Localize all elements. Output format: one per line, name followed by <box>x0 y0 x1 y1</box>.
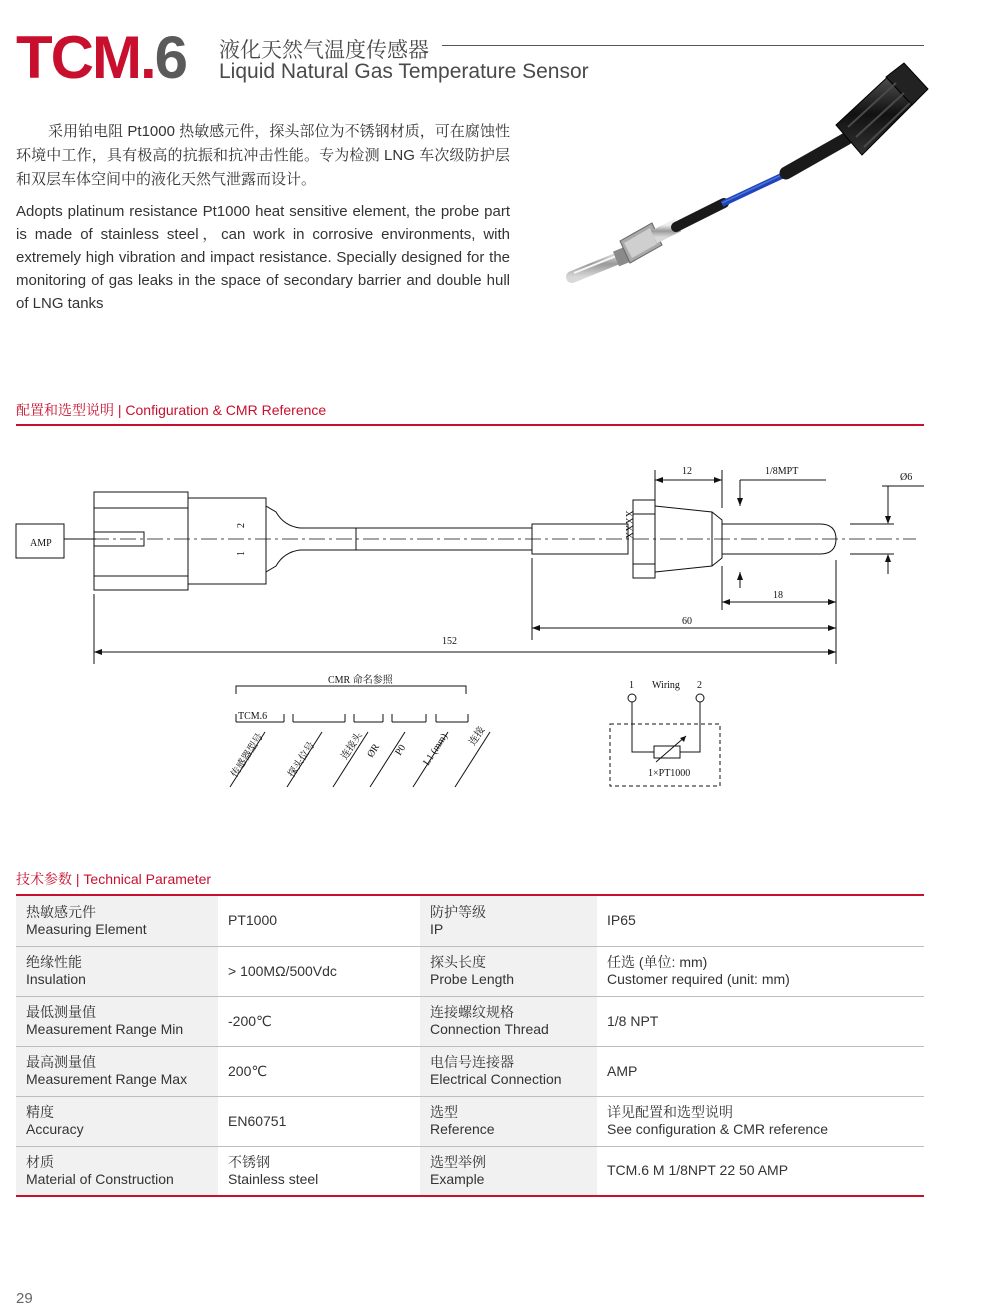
spec-value-line: > 100MΩ/500Vdc <box>228 962 337 979</box>
spec-value <box>218 996 420 1046</box>
cmr-label-l1: L1 (mm) <box>421 731 451 768</box>
spec-value <box>597 1146 924 1196</box>
spec-label-en: Electrical Connection <box>430 1071 562 1087</box>
spec-label-en: Measurement Range Min <box>26 1021 184 1037</box>
spec-value-line: TCM.6 M 1/8NPT 22 50 AMP <box>607 1162 789 1179</box>
spec-label-en: Example <box>430 1170 485 1187</box>
dim-60: 60 <box>682 616 692 627</box>
table-row <box>16 1146 924 1196</box>
wiring-element: 1×PT1000 <box>648 768 691 779</box>
title-english: Liquid Natural Gas Temperature Sensor <box>219 60 589 83</box>
spec-value-line: 任选 (单位: mm) <box>607 954 708 970</box>
spec-label <box>420 1096 597 1146</box>
tech-section-title: 技术参数 | Technical Parameter <box>16 871 212 887</box>
spec-value <box>218 1146 420 1196</box>
dim-152: 152 <box>442 636 457 647</box>
spec-label-en: Accuracy <box>26 1121 84 1137</box>
sensor-product-photo <box>556 55 936 295</box>
cmr-title: CMR 命名参照 <box>328 675 393 686</box>
spec-label <box>16 946 218 996</box>
spec-label <box>420 1046 597 1096</box>
nut-marking: XXXX <box>625 510 636 539</box>
table-row <box>16 946 924 996</box>
cmr-label-p0: P0 <box>393 742 409 758</box>
amp-label: AMP <box>30 538 52 549</box>
spec-label-cn: 绝缘性能 <box>26 954 82 970</box>
spec-label-cn: 材质 <box>26 1153 54 1170</box>
spec-value-line: -200℃ <box>228 1012 272 1029</box>
spec-label-cn: 连接螺纹规格 <box>430 1004 514 1020</box>
spec-label-cn: 电信号连接器 <box>430 1054 514 1070</box>
spec-label-cn: 选型 <box>430 1104 458 1120</box>
spec-label-en: Insulation <box>26 971 86 987</box>
spec-value-line: 200℃ <box>228 1062 268 1079</box>
title-chinese: 液化天然气温度传感器 <box>219 39 429 62</box>
wiring-pin-2: 2 <box>697 680 702 691</box>
config-section-title: 配置和选型说明 | Configuration & CMR Reference <box>16 402 327 418</box>
cmr-label-connect: 连接 <box>467 724 488 748</box>
spec-label-cn: 热敏感元件 <box>26 903 96 920</box>
spec-label <box>420 896 597 946</box>
cmr-label-probe-tag: 探头位号 <box>286 740 318 780</box>
spec-label <box>16 1046 218 1096</box>
spec-label-en: Material of Construction <box>26 1170 174 1187</box>
dim-18: 18 <box>773 590 783 601</box>
wiring-label: Wiring <box>652 680 680 691</box>
product-code <box>16 26 186 90</box>
wiring-pin-1: 1 <box>629 680 634 691</box>
spec-value-line: PT1000 <box>228 912 278 929</box>
cmr-label-model: 传感器型号 <box>229 731 266 780</box>
spec-label <box>16 996 218 1046</box>
spec-value <box>597 896 924 946</box>
dim-12: 12 <box>682 466 692 477</box>
cmr-label-or: ØR <box>365 741 383 760</box>
product-code-number: 6 <box>154 24 187 91</box>
spec-value <box>218 1096 420 1146</box>
spec-label <box>16 1146 218 1196</box>
spec-value-line: EN60751 <box>228 1112 287 1129</box>
spec-label-en: Connection Thread <box>430 1021 549 1037</box>
table-row <box>16 1046 924 1096</box>
dim-diameter: Ø6 <box>900 472 913 483</box>
pin-1-label: 1 <box>236 551 247 556</box>
spec-value-line: AMP <box>607 1062 638 1079</box>
dim-thread: 1/8MPT <box>765 466 799 477</box>
spec-value <box>218 946 420 996</box>
header-rule <box>442 45 924 46</box>
spec-value-line: 1/8 NPT <box>607 1012 659 1029</box>
spec-label-en: Measuring Element <box>26 920 147 937</box>
spec-value-line: Stainless steel <box>228 1170 319 1187</box>
cmr-label-connector: 连接头 <box>339 730 365 762</box>
spec-value-line: 不锈钢 <box>228 1153 270 1170</box>
config-section-rule <box>16 424 924 426</box>
spec-label-cn: 最高测量值 <box>26 1054 96 1070</box>
pin-2-label: 2 <box>236 523 247 528</box>
spec-label-en: Probe Length <box>430 971 515 987</box>
spec-value-line: 详见配置和选型说明 <box>607 1104 733 1120</box>
spec-label-en: Reference <box>430 1121 495 1137</box>
spec-value <box>597 996 924 1046</box>
table-row <box>16 896 924 946</box>
spec-label-en: IP <box>430 920 444 937</box>
page-number: 29 <box>16 1290 33 1307</box>
spec-value <box>597 946 924 996</box>
spec-value <box>218 1046 420 1096</box>
spec-label <box>420 946 597 996</box>
intro-english: Adopts platinum resistance Pt1000 heat sensitive element, the probe part is made of stainless steel，can work in corrosive environments, with extremely high vibration and impact resistance. Specially designed for the monitoring of gas leaks in the space of secondary barrier and double hull of LNG tanks <box>16 203 510 312</box>
spec-table <box>16 896 924 1197</box>
spec-label <box>420 996 597 1046</box>
spec-value-line: See configuration & CMR reference <box>607 1121 828 1137</box>
intro-chinese: 采用铂电阻 Pt1000 热敏感元件，探头部位为不锈钢材质，可在腐蚀性环境中工作，具有极高的抗振和抗冲击性能。专为检测 LNG 车次级防护层和双层车体空间中的液化天然气泄露而设计。 <box>16 123 510 188</box>
spec-label <box>16 896 218 946</box>
table-row <box>16 1096 924 1146</box>
spec-label <box>420 1146 597 1196</box>
spec-label <box>16 1096 218 1146</box>
spec-value <box>597 1046 924 1096</box>
cmr-code: TCM.6 <box>238 711 268 722</box>
table-row <box>16 996 924 1046</box>
spec-label-cn: 探头长度 <box>430 954 486 970</box>
spec-label-cn: 精度 <box>26 1104 54 1120</box>
spec-label-cn: 最低测量值 <box>26 1004 96 1020</box>
spec-value-line: Customer required (unit: mm) <box>607 971 790 987</box>
spec-label-cn: 选型举例 <box>430 1153 486 1170</box>
product-code-main: TCM. <box>16 24 155 91</box>
technical-drawing <box>0 440 1000 800</box>
spec-value <box>218 896 420 946</box>
spec-value-line: IP65 <box>607 912 636 929</box>
spec-label-en: Measurement Range Max <box>26 1071 188 1087</box>
spec-value <box>597 1096 924 1146</box>
spec-label-cn: 防护等级 <box>430 903 486 920</box>
